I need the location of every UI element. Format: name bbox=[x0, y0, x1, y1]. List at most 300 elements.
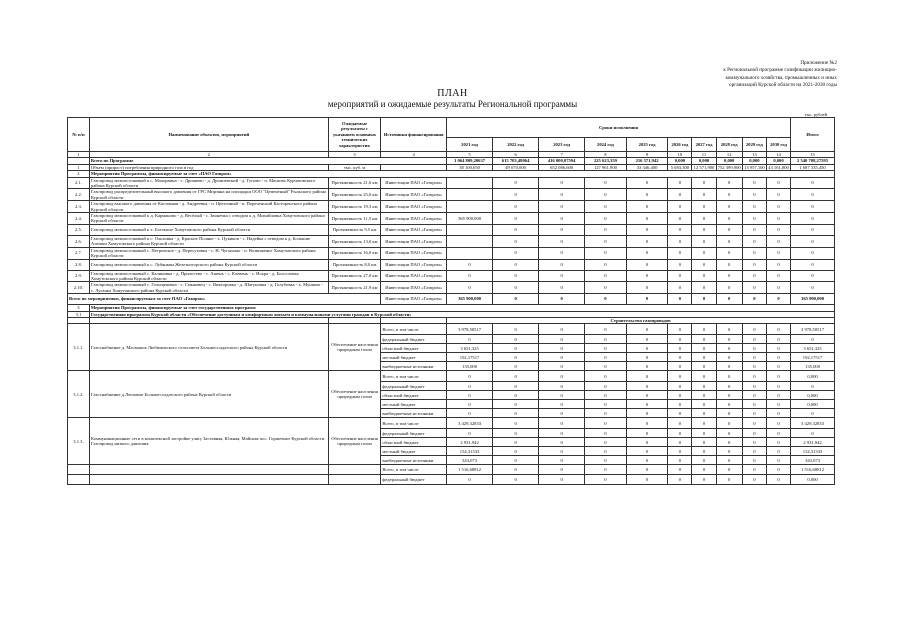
value-cell: 0 bbox=[626, 259, 668, 270]
table-row bbox=[68, 177, 835, 189]
value-cell: 0 bbox=[692, 189, 716, 201]
value-cell: 0 bbox=[539, 353, 585, 362]
value-cell: 0 bbox=[626, 371, 668, 382]
value-cell: 0 bbox=[626, 201, 668, 213]
value-cell: 0 bbox=[493, 344, 539, 353]
row-num: 2.9. bbox=[68, 270, 90, 282]
value-cell: 0 bbox=[791, 382, 835, 391]
value-cell: 0,000 bbox=[791, 400, 835, 409]
row-num: 2.2. bbox=[68, 189, 90, 201]
value-cell: 0 bbox=[585, 391, 627, 400]
funding-source: федеральный бюджет bbox=[381, 475, 447, 485]
value-cell: 0 bbox=[539, 382, 585, 391]
object-name: Газопровод межпоселковый к с. Ольховка - д. Красное Поляне - х. Цукиков - с. Надейка с отводом к д. Большие Алешки Хомутовского района Курской области bbox=[89, 235, 328, 247]
value-cell: 0 bbox=[668, 247, 692, 259]
value-cell: 0 bbox=[493, 282, 539, 294]
header-result: Ожидаемые результаты с указанием основных технических характеристик bbox=[328, 118, 381, 152]
value-cell: 0 bbox=[585, 224, 627, 235]
value-cell: 0 bbox=[692, 371, 716, 382]
value-cell: 1 516,68812 bbox=[791, 465, 835, 475]
object-source: Инвестиции ПАО «Газпром» bbox=[381, 247, 447, 259]
value-cell: 0 bbox=[692, 447, 716, 456]
column-number: 2 bbox=[89, 152, 328, 158]
value-cell: 1 516,68812 bbox=[447, 465, 493, 475]
value-cell: 0 bbox=[585, 213, 627, 225]
table-row bbox=[68, 270, 835, 282]
value-cell: 38 100,650 bbox=[447, 164, 493, 170]
row-num: 2.6. bbox=[68, 235, 90, 247]
row-num: 2.3. bbox=[68, 201, 90, 213]
value-cell: 192,17517 bbox=[791, 353, 835, 362]
value-cell: 0 bbox=[692, 259, 716, 270]
column-number: 10 bbox=[668, 152, 692, 158]
appendix-line: Приложение №2 bbox=[800, 60, 837, 66]
value-cell: 0 bbox=[692, 362, 716, 371]
value-cell: 0 bbox=[626, 270, 668, 282]
table-row bbox=[68, 282, 835, 294]
value-cell: 752 399,900 bbox=[717, 164, 741, 170]
value-cell: 0 bbox=[668, 324, 692, 335]
value-cell: 0 bbox=[539, 324, 585, 335]
value-cell: 0,000 bbox=[668, 158, 692, 164]
value-cell: 0 bbox=[585, 247, 627, 259]
blank bbox=[68, 475, 90, 485]
value-cell: 0 bbox=[766, 294, 790, 305]
column-number: 6 bbox=[493, 152, 539, 158]
value-cell: 0 bbox=[766, 456, 790, 465]
value-cell: 2 540 708,27595 bbox=[791, 158, 835, 164]
table-row bbox=[68, 189, 835, 201]
value-cell: 0 bbox=[766, 213, 790, 225]
value-cell: 0 bbox=[626, 400, 668, 409]
value-cell: 0 bbox=[668, 362, 692, 371]
value-cell: 0 bbox=[493, 335, 539, 344]
table-row bbox=[68, 418, 835, 429]
value-cell: 0 bbox=[539, 475, 585, 485]
header-year: 2026 год bbox=[668, 138, 692, 152]
value-cell: 0 bbox=[539, 391, 585, 400]
object-result: Протяженность 21,9 км bbox=[328, 282, 381, 294]
value-cell: 0 bbox=[668, 371, 692, 382]
table-row bbox=[68, 371, 835, 382]
object-source: Инвестиции ПАО «Газпром» bbox=[381, 224, 447, 235]
funding-source: федеральный бюджет bbox=[381, 429, 447, 438]
value-cell: 0 bbox=[539, 344, 585, 353]
value-cell: 0 bbox=[716, 362, 742, 371]
value-cell: 0 bbox=[766, 438, 790, 447]
value-cell: 0 bbox=[539, 247, 585, 259]
value-cell: 0 bbox=[626, 224, 668, 235]
section-num: 2 bbox=[68, 171, 90, 177]
value-cell: 0 bbox=[791, 335, 835, 344]
construction-label: Строительство газопроводов bbox=[447, 317, 835, 323]
value-cell: 0 bbox=[668, 201, 692, 213]
value-cell: 0 bbox=[447, 409, 493, 418]
value-cell: 0 bbox=[716, 447, 742, 456]
value-cell: 0 bbox=[493, 409, 539, 418]
value-cell: 0 bbox=[626, 282, 668, 294]
value-cell: 0 bbox=[626, 324, 668, 335]
value-cell: 0 bbox=[791, 247, 835, 259]
value-cell: 0 bbox=[493, 438, 539, 447]
value-cell: 0 bbox=[692, 475, 716, 485]
value-cell: 0 bbox=[668, 418, 692, 429]
section-label: Государственная программа Курской области «Обеспечение доступным и комфортным жильем и коммунальными услугами граждан в Курской области» bbox=[89, 311, 834, 317]
value-cell: 0 bbox=[791, 270, 835, 282]
object-name: Газопровод межпоселковый к с. Махорвина - с. Дроняево - д. Дрониевский - д. Гупово - п. Масково Курчатовского района Курской области bbox=[89, 177, 328, 189]
section-label: Мероприятия Программы, финансируемые за счет государственных программ bbox=[89, 305, 834, 311]
value-cell: 0 bbox=[493, 294, 539, 305]
value-cell: 43 161,800 bbox=[768, 164, 789, 170]
column-number: 13 bbox=[742, 152, 766, 158]
object-result: Обеспечение населения природным газом bbox=[328, 324, 381, 371]
value-cell: 0 bbox=[716, 438, 742, 447]
value-cell: 0 bbox=[692, 344, 716, 353]
value-cell: 0 bbox=[716, 201, 742, 213]
value-cell: 0 bbox=[692, 224, 716, 235]
value-cell: 0 bbox=[493, 362, 539, 371]
value-cell: 3 651,325 bbox=[447, 344, 493, 353]
value-cell: 1 687 335,450 bbox=[791, 164, 835, 170]
value-cell: 0 bbox=[668, 235, 692, 247]
object-result: Протяженность 21,6 км bbox=[328, 177, 381, 189]
value-cell: 343,073 bbox=[447, 456, 493, 465]
value-cell: 0 bbox=[716, 235, 742, 247]
value-cell: 0 bbox=[493, 235, 539, 247]
value-cell: 0 bbox=[742, 189, 766, 201]
value-cell: 0 bbox=[716, 353, 742, 362]
value-cell: 0 bbox=[692, 270, 716, 282]
value-cell: 0 bbox=[585, 371, 627, 382]
value-cell: 0 bbox=[668, 335, 692, 344]
appendix-line: к Региональной программе газификации жилищно- bbox=[723, 67, 837, 74]
blank bbox=[89, 475, 328, 485]
row-num: 2.7. bbox=[68, 247, 90, 259]
value-cell: 0 bbox=[716, 282, 742, 294]
column-number: 4 bbox=[381, 152, 447, 158]
value-cell: 0 bbox=[716, 270, 742, 282]
value-cell: 0 bbox=[668, 353, 692, 362]
value-cell: 0 bbox=[447, 400, 493, 409]
object-num: 3.1.1. bbox=[68, 324, 90, 371]
value-cell: 0 bbox=[791, 429, 835, 438]
value-cell: 3 978,50517 bbox=[447, 324, 493, 335]
funding-source: Всего, в том числе bbox=[381, 465, 447, 475]
value-cell: 0 bbox=[742, 447, 766, 456]
value-cell: 0 bbox=[766, 418, 790, 429]
column-number: 12 bbox=[716, 152, 742, 158]
funding-source: областной бюджет bbox=[381, 344, 447, 353]
value-cell: 365 900,000 bbox=[447, 294, 493, 305]
value-cell: 216 571,942 bbox=[626, 158, 668, 164]
value-cell: 0 bbox=[447, 259, 493, 270]
value-cell: 0 bbox=[585, 189, 627, 201]
value-cell bbox=[447, 235, 493, 247]
value-cell: 0 bbox=[539, 235, 585, 247]
object-result: Протяженность 8,0 км bbox=[328, 259, 381, 270]
value-cell: 0 bbox=[447, 391, 493, 400]
value-cell: 0 bbox=[585, 429, 627, 438]
appendix-line: коммунального хозяйства, промышленных и иных bbox=[725, 74, 837, 81]
value-cell: 0 bbox=[585, 400, 627, 409]
value-cell: 0,000 bbox=[791, 371, 835, 382]
value-cell: 0 bbox=[742, 382, 766, 391]
page-subtitle: мероприятий и ожидаемые результаты Региональной программы bbox=[327, 99, 578, 109]
table-row bbox=[68, 247, 835, 259]
funding-source: местный бюджет bbox=[381, 447, 447, 456]
value-cell: 0 bbox=[692, 400, 716, 409]
value-cell: 0 bbox=[692, 429, 716, 438]
value-cell: 1 064 809,20637 bbox=[447, 158, 493, 164]
value-cell: 0 bbox=[692, 324, 716, 335]
header-year: 2021 год bbox=[447, 138, 493, 152]
header-year: 2027 год bbox=[692, 138, 716, 152]
value-cell: 2 931,942 bbox=[447, 438, 493, 447]
object-source: Инвестиции ПАО «Газпром» bbox=[381, 189, 447, 201]
page-title: ПЛАН bbox=[437, 88, 468, 99]
value-cell: 0 bbox=[766, 324, 790, 335]
value-cell: 0 bbox=[626, 294, 668, 305]
object-name: Газопровод межпоселковый с. Калиновка - д. Прилосево - с. Ашень - с. Клевень - с. Искра - д. Богословка Хомутовского района Курской области bbox=[89, 270, 328, 282]
value-cell: 0 bbox=[539, 400, 585, 409]
value-cell: 0 bbox=[692, 382, 716, 391]
table-row bbox=[68, 213, 835, 225]
value-cell: 0 bbox=[716, 324, 742, 335]
value-cell: 0 bbox=[668, 344, 692, 353]
value-cell: 0 bbox=[742, 235, 766, 247]
value-cell: 0 bbox=[585, 282, 627, 294]
value-cell: 0 bbox=[692, 294, 716, 305]
value-cell: 0 bbox=[742, 438, 766, 447]
value-cell: 0 bbox=[742, 362, 766, 371]
value-cell: 0 bbox=[493, 382, 539, 391]
row-num: 2.4. bbox=[68, 213, 90, 225]
value-cell: 0 bbox=[626, 353, 668, 362]
value-cell: 0 bbox=[766, 247, 790, 259]
value-cell bbox=[447, 189, 493, 201]
value-cell: 0 bbox=[626, 409, 668, 418]
value-cell: 0 bbox=[766, 362, 790, 371]
header-deadlines: Сроки исполнения bbox=[447, 118, 791, 138]
table-row bbox=[68, 201, 835, 213]
table-row bbox=[68, 294, 835, 305]
value-cell: 0 bbox=[539, 465, 585, 475]
column-number: 9 bbox=[626, 152, 668, 158]
header-year: 2024 год bbox=[585, 138, 627, 152]
value-cell: 0 bbox=[668, 438, 692, 447]
value-cell: 0 bbox=[716, 189, 742, 201]
object-name: Газоснабжение д. Масвашок Любимовского сельсовета Большесолдатского района Курской области bbox=[89, 324, 328, 371]
value-cell: 2 931,942 bbox=[791, 438, 835, 447]
object-num: 3.1.2. bbox=[68, 371, 90, 418]
value-cell: 0 bbox=[766, 282, 790, 294]
column-number: 15 bbox=[791, 152, 835, 158]
value-cell: 0 bbox=[742, 247, 766, 259]
value-cell: 0 bbox=[692, 235, 716, 247]
value-cell: 0 bbox=[447, 282, 493, 294]
section-num: 3.1 bbox=[68, 311, 90, 317]
header-year: 2022 год bbox=[493, 138, 539, 152]
object-source: Инвестиции ПАО «Газпром» bbox=[381, 213, 447, 225]
section-num: 3 bbox=[68, 305, 90, 311]
value-cell: 0 bbox=[716, 335, 742, 344]
appendix-line: организаций Курской области на 2021-2030 годы bbox=[729, 82, 837, 89]
value-cell: 0 bbox=[742, 465, 766, 475]
value-cell: 0 bbox=[493, 371, 539, 382]
value-cell: 0 bbox=[493, 247, 539, 259]
value-cell: 0 bbox=[668, 456, 692, 465]
value-cell: 0,000 bbox=[766, 158, 790, 164]
table-row bbox=[68, 465, 835, 475]
value-cell: 0 bbox=[692, 335, 716, 344]
value-cell: 0 bbox=[626, 391, 668, 400]
value-cell: 0 bbox=[626, 475, 668, 485]
value-cell: 0,000 bbox=[716, 158, 742, 164]
column-number: 1 bbox=[68, 152, 90, 158]
value-cell: 0 bbox=[626, 213, 668, 225]
value-cell: 0 bbox=[626, 447, 668, 456]
value-cell: 0 bbox=[585, 294, 627, 305]
value-cell: 0 bbox=[742, 400, 766, 409]
value-cell: 0 bbox=[766, 391, 790, 400]
row-num: 2.10. bbox=[68, 282, 90, 294]
value-cell: 0 bbox=[766, 382, 790, 391]
value-cell: 0 bbox=[742, 324, 766, 335]
value-cell: 154,31333 bbox=[791, 447, 835, 456]
value-cell: 0 bbox=[716, 224, 742, 235]
value-cell: 49 070,000 bbox=[493, 164, 539, 170]
value-cell: 0 bbox=[447, 382, 493, 391]
value-cell: 0 bbox=[716, 247, 742, 259]
value-cell: 0 bbox=[791, 409, 835, 418]
column-number: 8 bbox=[585, 152, 627, 158]
value-cell: 0 bbox=[668, 391, 692, 400]
value-cell: 13 957,100 bbox=[744, 164, 765, 170]
value-cell: 0 bbox=[742, 456, 766, 465]
value-cell: 0 bbox=[791, 259, 835, 270]
value-cell: 225 623,359 bbox=[585, 158, 627, 164]
value-cell: 0 bbox=[539, 189, 585, 201]
value-cell: 0 bbox=[626, 189, 668, 201]
value-cell: 0 bbox=[716, 382, 742, 391]
value-cell: 0 bbox=[766, 429, 790, 438]
value-cell: 0 bbox=[716, 465, 742, 475]
header-num: № п/п bbox=[68, 118, 90, 152]
value-cell: 615 703,48064 bbox=[493, 158, 539, 164]
value-cell: 0 bbox=[493, 353, 539, 362]
value-cell: 0 bbox=[493, 400, 539, 409]
total-label: Всего по Программе bbox=[89, 158, 446, 164]
value-cell: 0 bbox=[539, 362, 585, 371]
table-row bbox=[68, 224, 835, 235]
value-cell: 0 bbox=[585, 409, 627, 418]
blank bbox=[328, 465, 381, 475]
value-cell: 5 683,300 bbox=[668, 164, 692, 170]
value-cell: 0 bbox=[447, 270, 493, 282]
value-cell: 0 bbox=[539, 456, 585, 465]
funding-source: местный бюджет bbox=[381, 353, 447, 362]
header-year: 2023 год bbox=[539, 138, 585, 152]
value-cell: 0 bbox=[766, 371, 790, 382]
header-name: Наименование объектов, мероприятий bbox=[89, 118, 328, 152]
value-cell: 0 bbox=[692, 201, 716, 213]
blank bbox=[328, 475, 381, 485]
object-source: Инвестиции ПАО «Газпром» bbox=[381, 270, 447, 282]
header-total: Итого bbox=[791, 118, 835, 152]
value-cell: 0 bbox=[539, 177, 585, 189]
value-cell: 0 bbox=[493, 391, 539, 400]
value-cell: 0 bbox=[626, 429, 668, 438]
value-cell: 0 bbox=[716, 294, 742, 305]
column-number: 3 bbox=[328, 152, 381, 158]
value-cell: 0 bbox=[692, 391, 716, 400]
value-cell: 0 bbox=[766, 201, 790, 213]
value-cell: 0 bbox=[585, 456, 627, 465]
value-cell: 0 bbox=[626, 344, 668, 353]
value-cell: 0 bbox=[493, 475, 539, 485]
value-cell: 0 bbox=[626, 247, 668, 259]
value-cell: 0 bbox=[742, 429, 766, 438]
value-cell: 0 bbox=[766, 224, 790, 235]
object-result: Протяженность 9,5 км bbox=[328, 224, 381, 235]
value-cell: 0 bbox=[668, 189, 692, 201]
value-cell: 3 429,32833 bbox=[447, 418, 493, 429]
value-cell: 0 bbox=[668, 177, 692, 189]
object-result: Протяженность 11,5 км bbox=[328, 213, 381, 225]
value-cell: 0 bbox=[539, 335, 585, 344]
object-result: Протяженность 25,0 км bbox=[328, 189, 381, 201]
value-cell: 135,000 bbox=[447, 362, 493, 371]
value-cell: 0 bbox=[626, 438, 668, 447]
value-cell: 0 bbox=[742, 213, 766, 225]
value-cell: 0 bbox=[692, 282, 716, 294]
column-number: 7 bbox=[539, 152, 585, 158]
value-cell: 0 bbox=[692, 247, 716, 259]
value-cell: 0 bbox=[742, 270, 766, 282]
value-cell: 0 bbox=[539, 282, 585, 294]
value-cell: 0 bbox=[668, 224, 692, 235]
value-cell: 0 bbox=[742, 259, 766, 270]
row-num: 1 bbox=[68, 164, 90, 170]
value-cell: 0 bbox=[668, 213, 692, 225]
object-source: Инвестиции ПАО «Газпром» bbox=[381, 177, 447, 189]
value-cell: 0 bbox=[742, 475, 766, 485]
value-cell: 0 bbox=[539, 429, 585, 438]
value-cell: 0 bbox=[766, 400, 790, 409]
value-cell: 0 bbox=[493, 201, 539, 213]
value-cell: 0 bbox=[742, 294, 766, 305]
value-cell: 0 bbox=[668, 447, 692, 456]
object-result: Обеспечение населения природным газом bbox=[328, 371, 381, 418]
value-cell: 0 bbox=[626, 335, 668, 344]
header-year: 2029 год bbox=[742, 138, 766, 152]
value-cell: 0 bbox=[716, 400, 742, 409]
value-cell: 416 000,07594 bbox=[539, 158, 585, 164]
value-cell: 0 bbox=[766, 475, 790, 485]
value-cell: 0 bbox=[585, 418, 627, 429]
funding-source: областной бюджет bbox=[381, 391, 447, 400]
value-cell: 0 bbox=[585, 353, 627, 362]
value-cell: 0 bbox=[668, 409, 692, 418]
value-cell: 0 bbox=[742, 344, 766, 353]
object-source: Инвестиции ПАО «Газпром» bbox=[381, 259, 447, 270]
value-cell: 0 bbox=[692, 465, 716, 475]
column-number: 14 bbox=[766, 152, 790, 158]
value-cell: 0 bbox=[716, 418, 742, 429]
value-cell: 0 bbox=[585, 335, 627, 344]
funding-source: федеральный бюджет bbox=[381, 335, 447, 344]
value-cell: 0 bbox=[493, 456, 539, 465]
